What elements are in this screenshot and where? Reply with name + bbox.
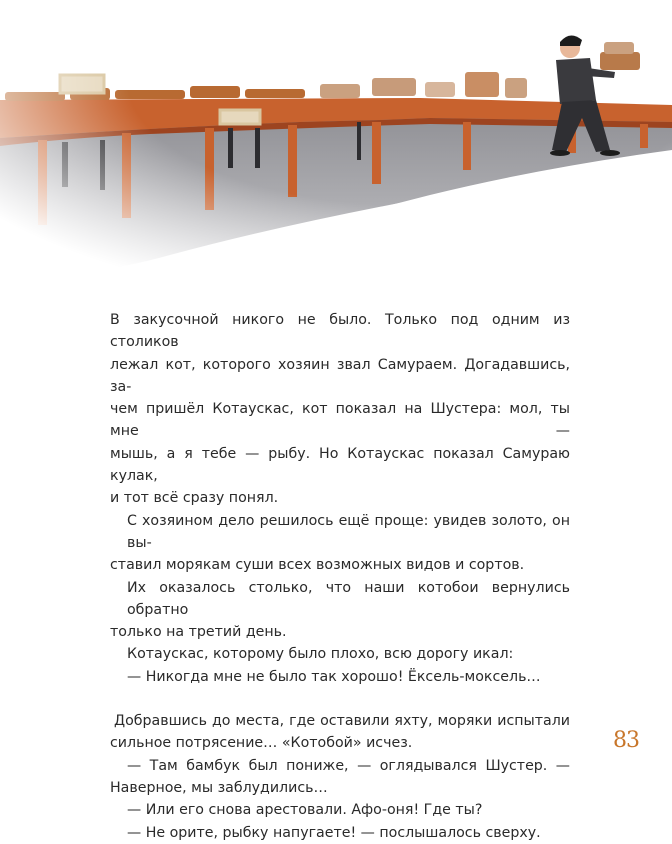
page-number: 83 <box>613 728 639 753</box>
text-line: мышь, а я тебе — рыбу. Но Котаускас показал Самураю кулак, <box>110 445 570 485</box>
text-line: ставил морякам суши всех возможных видов и сортов. <box>110 557 525 574</box>
text-line: — Никогда мне не было так хорошо! Ёксель-моксель… <box>127 668 541 685</box>
story-text <box>110 309 570 844</box>
paragraph-1 <box>110 309 570 510</box>
paragraph-2 <box>110 510 570 577</box>
paragraph-6 <box>110 710 570 755</box>
text-line: и тот всё сразу понял. <box>110 490 279 507</box>
paragraph-3 <box>110 577 570 644</box>
text-line: В закусочной никого не было. Только под одним из столиков <box>110 312 570 351</box>
text-line: Добравшись до места, где оставили яхту, моряки испытали <box>114 713 570 730</box>
text-line: — Не орите, рыбку напугаете! — послышалось сверху. <box>127 824 541 841</box>
paragraph-8 <box>110 799 570 821</box>
text-line: С хозяином дело решилось ещё проще: увидев золото, он вы- <box>127 512 570 551</box>
text-line: сильное потрясение… «Котобой» исчез. <box>110 735 413 752</box>
text-line: Их оказалось столько, что наши котобои вернулись обратно <box>127 579 570 618</box>
paragraph-4 <box>110 643 570 665</box>
text-line: лежал кот, которого хозяин звал Самураем. Догадавшись, за- <box>110 356 570 395</box>
text-line: чем пришёл Котаускас, кот показал на Шустера: мол, ты мне — <box>110 401 570 440</box>
paragraph-9 <box>110 822 570 844</box>
text-line: — Там бамбук был пониже, — оглядывался Шустер. — <box>127 757 570 774</box>
illustration-sushi-bar <box>0 0 672 290</box>
paragraph-7 <box>110 755 570 800</box>
paragraph-5 <box>110 666 570 688</box>
text-line: только на третий день. <box>110 624 287 641</box>
text-line: Наверное, мы заблудились… <box>110 779 328 796</box>
text-line: Котаускас, которому было плохо, всю дорогу икал: <box>127 646 514 663</box>
text-line: — Или его снова арестовали. Афо-оня! Где ты? <box>127 802 483 819</box>
